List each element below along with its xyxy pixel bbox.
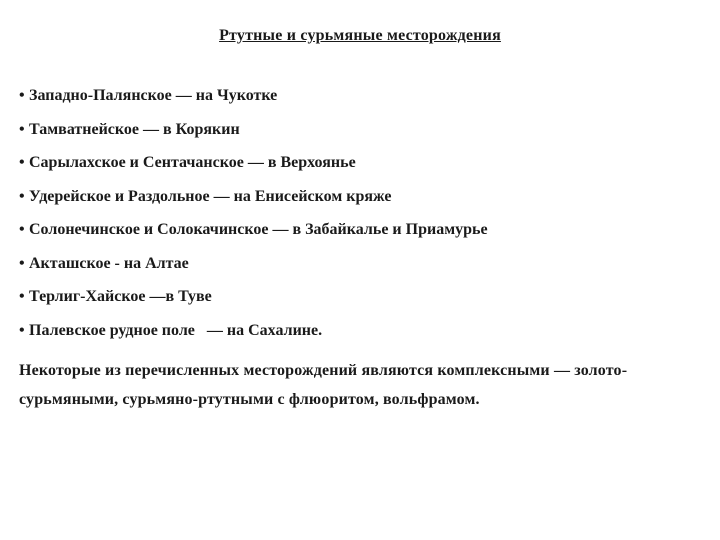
deposit-text: Западно-Палянское — на Чукотке bbox=[29, 87, 278, 104]
bullet-icon: • bbox=[19, 187, 25, 205]
deposit-text: Терлиг-Хайское —в Туве bbox=[29, 288, 212, 305]
slide-title: Ртутные и сурьмяные месторождения bbox=[219, 27, 501, 44]
deposit-text: Тамватнейское — в Корякин bbox=[29, 120, 240, 138]
bullet-icon: • bbox=[19, 120, 25, 138]
deposit-text: Солонечинское и Солокачинское — в Забайкалье и Приамурье bbox=[29, 221, 488, 238]
list-item bbox=[19, 120, 709, 154]
list-item bbox=[19, 321, 709, 355]
summary-note: Некоторые из перечисленных месторождений являются комплексными — золото-сурьмяными, сурьмяно-ртутными с флюоритом, вольфрамом. bbox=[19, 362, 628, 408]
bullet-icon: • bbox=[19, 288, 25, 305]
list-item bbox=[19, 86, 709, 120]
bullet-icon: • bbox=[19, 87, 25, 104]
deposit-list bbox=[19, 86, 709, 354]
bullet-icon: • bbox=[19, 321, 25, 339]
deposit-text: Удерейское и Раздольное — на Енисейском кряже bbox=[29, 187, 392, 205]
deposit-text: Палевское рудное поле — на Сахалине. bbox=[29, 321, 323, 339]
bullet-icon: • bbox=[19, 254, 25, 272]
list-item bbox=[19, 153, 709, 187]
bullet-icon: • bbox=[19, 154, 25, 171]
deposit-text: Акташское - на Алтае bbox=[29, 254, 189, 272]
bullet-icon: • bbox=[19, 221, 25, 238]
list-item bbox=[19, 220, 709, 254]
list-item bbox=[19, 187, 709, 221]
list-item bbox=[19, 254, 709, 288]
list-item bbox=[19, 287, 709, 321]
deposit-text: Сарылахское и Сентачанское — в Верхоянье bbox=[29, 154, 356, 171]
